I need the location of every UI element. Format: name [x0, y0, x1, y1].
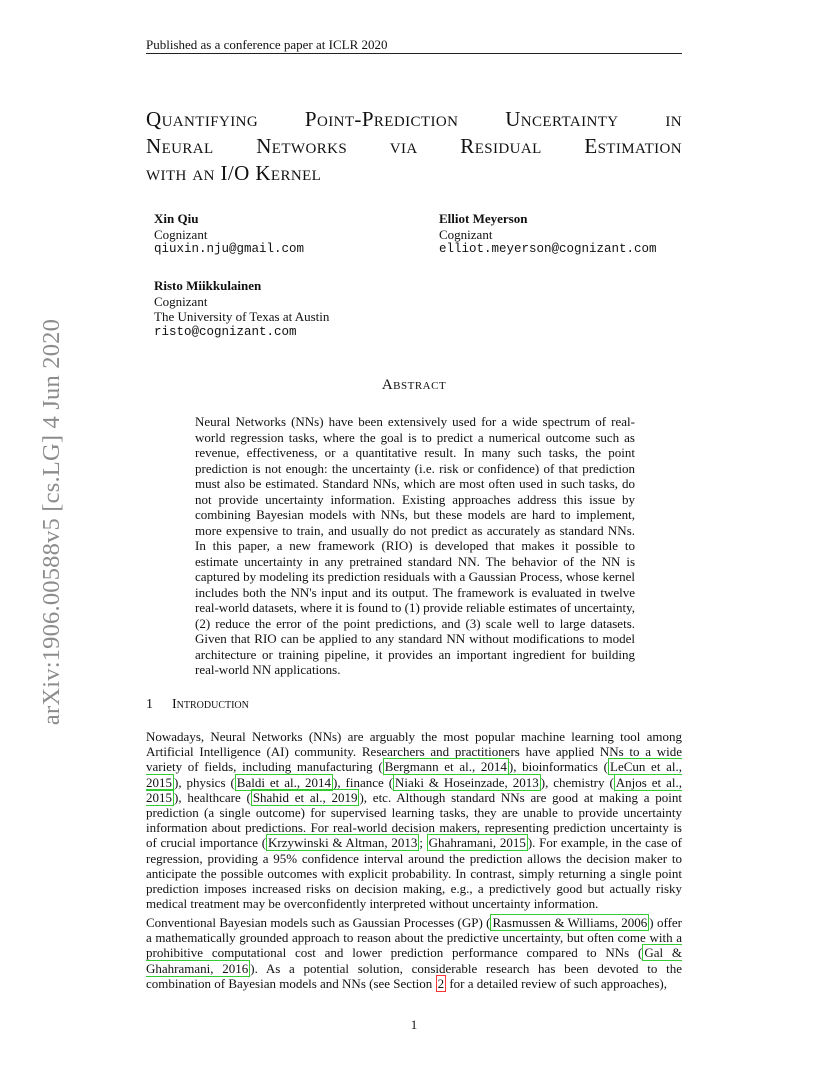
title-line-1: Quantifying Point-Prediction Uncertainty in [146, 107, 682, 131]
citation-link[interactable]: Ghahramani, 2015 [428, 835, 526, 851]
author-block-1 [154, 211, 304, 258]
paragraph-text: ), finance ( [333, 774, 394, 790]
paragraph-text: ), bioinformatics ( [508, 759, 608, 775]
citation-link[interactable]: Krzywinski & Altman, 2013 [268, 835, 418, 851]
author-email: qiuxin.nju@gmail.com [154, 242, 305, 256]
running-head: Published as a conference paper at ICLR 2020 [146, 37, 388, 52]
paragraph-text: ; [419, 835, 427, 851]
citation-link[interactable]: Anjos et al., 2015 [146, 774, 682, 805]
paragraph-text: ), healthcare ( [174, 789, 251, 805]
citation-link[interactable]: Niaki & Hoseinzade, 2013 [395, 774, 539, 790]
section-heading [146, 697, 249, 713]
section-reference-link[interactable]: 2 [437, 975, 445, 991]
paragraph-text: ), physics ( [174, 774, 235, 790]
citation-link[interactable]: Gal & Ghahramani, 2016 [146, 945, 682, 976]
arxiv-side-identifier [37, 298, 67, 746]
arxiv-identifier-text: arXiv:1906.00588v5 [cs.LG] 4 Jun 2020 [38, 318, 65, 726]
author-name: Xin Qiu [154, 211, 199, 226]
paragraph-text: ). For example, in the case of regression, providing a 95% confidence interval around the prediction allows the decision maker to anticipate the possible outcomes with explicit probability. In contrast, simply returning a single point prediction imposes increased risks on decision making, e.g., a predictively good but actually risky medical treatment may be overconfidently interpreted without uncertainty information. [146, 835, 683, 912]
header-rule [146, 53, 682, 54]
abstract-body: Neural Networks (NNs) have been extensively used for a wide spectrum of real-world regression tasks, where the goal is to predict a numerical outcome such as revenue, effectiveness, or a quantitative result. In many such tasks, the point prediction is not enough: the uncertainty (i.e. risk or confidence) of that prediction must also be estimated. Standard NNs, which are most often used in such tasks, do not provide uncertainty information. Existing approaches address this issue by combining Bayesian models with NNs, but these models are hard to implement, more expensive to train, and usually do not predict as accurately as standard NNs. In this paper, a new framework (RIO) is developed that makes it possible to estimate uncertainty in any pretrained standard NN. The behavior of the NN is captured by modeling its prediction residuals with a Gaussian Process, whose kernel includes both the NN's input and its output. The framework is evaluated in twelve real-world datasets, where it is found to (1) provide reliable estimates of uncertainty, (2) reduce the error of the point predictions, and (3) scale well to large datasets. Given that RIO can be applied to any standard NN without modifications to model architecture or training pipeline, it provides an important ingredient for building real-world NN applications. [195, 414, 635, 677]
paragraph-text: Conventional Bayesian models such as Gaussian Processes (GP) ( [146, 915, 491, 930]
author-name: Elliot Meyerson [439, 211, 528, 226]
author-email: risto@cognizant.com [154, 324, 297, 339]
author-block-3 [154, 278, 329, 340]
paragraph-text: Nowadays, Neural Networks (NNs) are arguably the most popular machine learning tool among Artificial Intelligence (AI) community. Researchers and practitioners have applied NNs to a wide variety of fields, including manufacturing ( [146, 729, 682, 775]
author-affiliation: Cognizant [154, 226, 208, 242]
author-email: elliot.meyerson@cognizant.com [439, 242, 657, 256]
section-title: Introduction [172, 697, 249, 712]
paragraph-text: ), chemistry ( [540, 774, 614, 790]
section-number: 1 [146, 697, 153, 712]
author-affiliation: Cognizant [154, 293, 208, 309]
intro-paragraph-2 [146, 915, 682, 991]
page-number: 1 [410, 1017, 418, 1032]
citation-link[interactable]: Bergmann et al., 2014 [384, 759, 507, 775]
abstract-heading: Abstract [381, 377, 447, 393]
paper-title [146, 106, 682, 187]
citation-link[interactable]: Baldi et al., 2014 [236, 774, 332, 790]
title-line-3: with an I/O Kernel [146, 161, 322, 185]
citation-link[interactable]: Shahid et al., 2019 [252, 789, 358, 805]
paragraph-text: ). As a potential solution, considerable research has been devoted to the combination of Bayesian models and NNs (see Section [146, 960, 682, 991]
paragraph-text: for a detailed review of such approaches), [446, 975, 667, 991]
author-block-2 [439, 211, 657, 258]
title-line-2: Neural Networks via Residual Estimation [146, 134, 682, 158]
citation-link[interactable]: Rasmussen & Williams, 2006 [492, 915, 648, 930]
paragraph-text: ), etc. Although standard NNs are good at making a point prediction (a single outcome) for supervised learning tasks, they are unable to provide uncertainty information about predictions. For real-world decision makers, representing prediction uncertainty is of crucial importance ( [146, 789, 682, 851]
citation-link[interactable]: LeCun et al., 2015 [146, 759, 682, 790]
author-affiliation: Cognizant [439, 226, 493, 242]
author-name: Risto Miikkulainen [154, 278, 262, 293]
author-affiliation-2: The University of Texas at Austin [154, 309, 330, 324]
intro-paragraph-1 [146, 729, 682, 911]
paragraph-text: ) offer a mathematically grounded approach to reason about the predictive uncertainty, but often come with a prohibitive computational cost and lower prediction performance compared to NNs ( [146, 915, 682, 961]
